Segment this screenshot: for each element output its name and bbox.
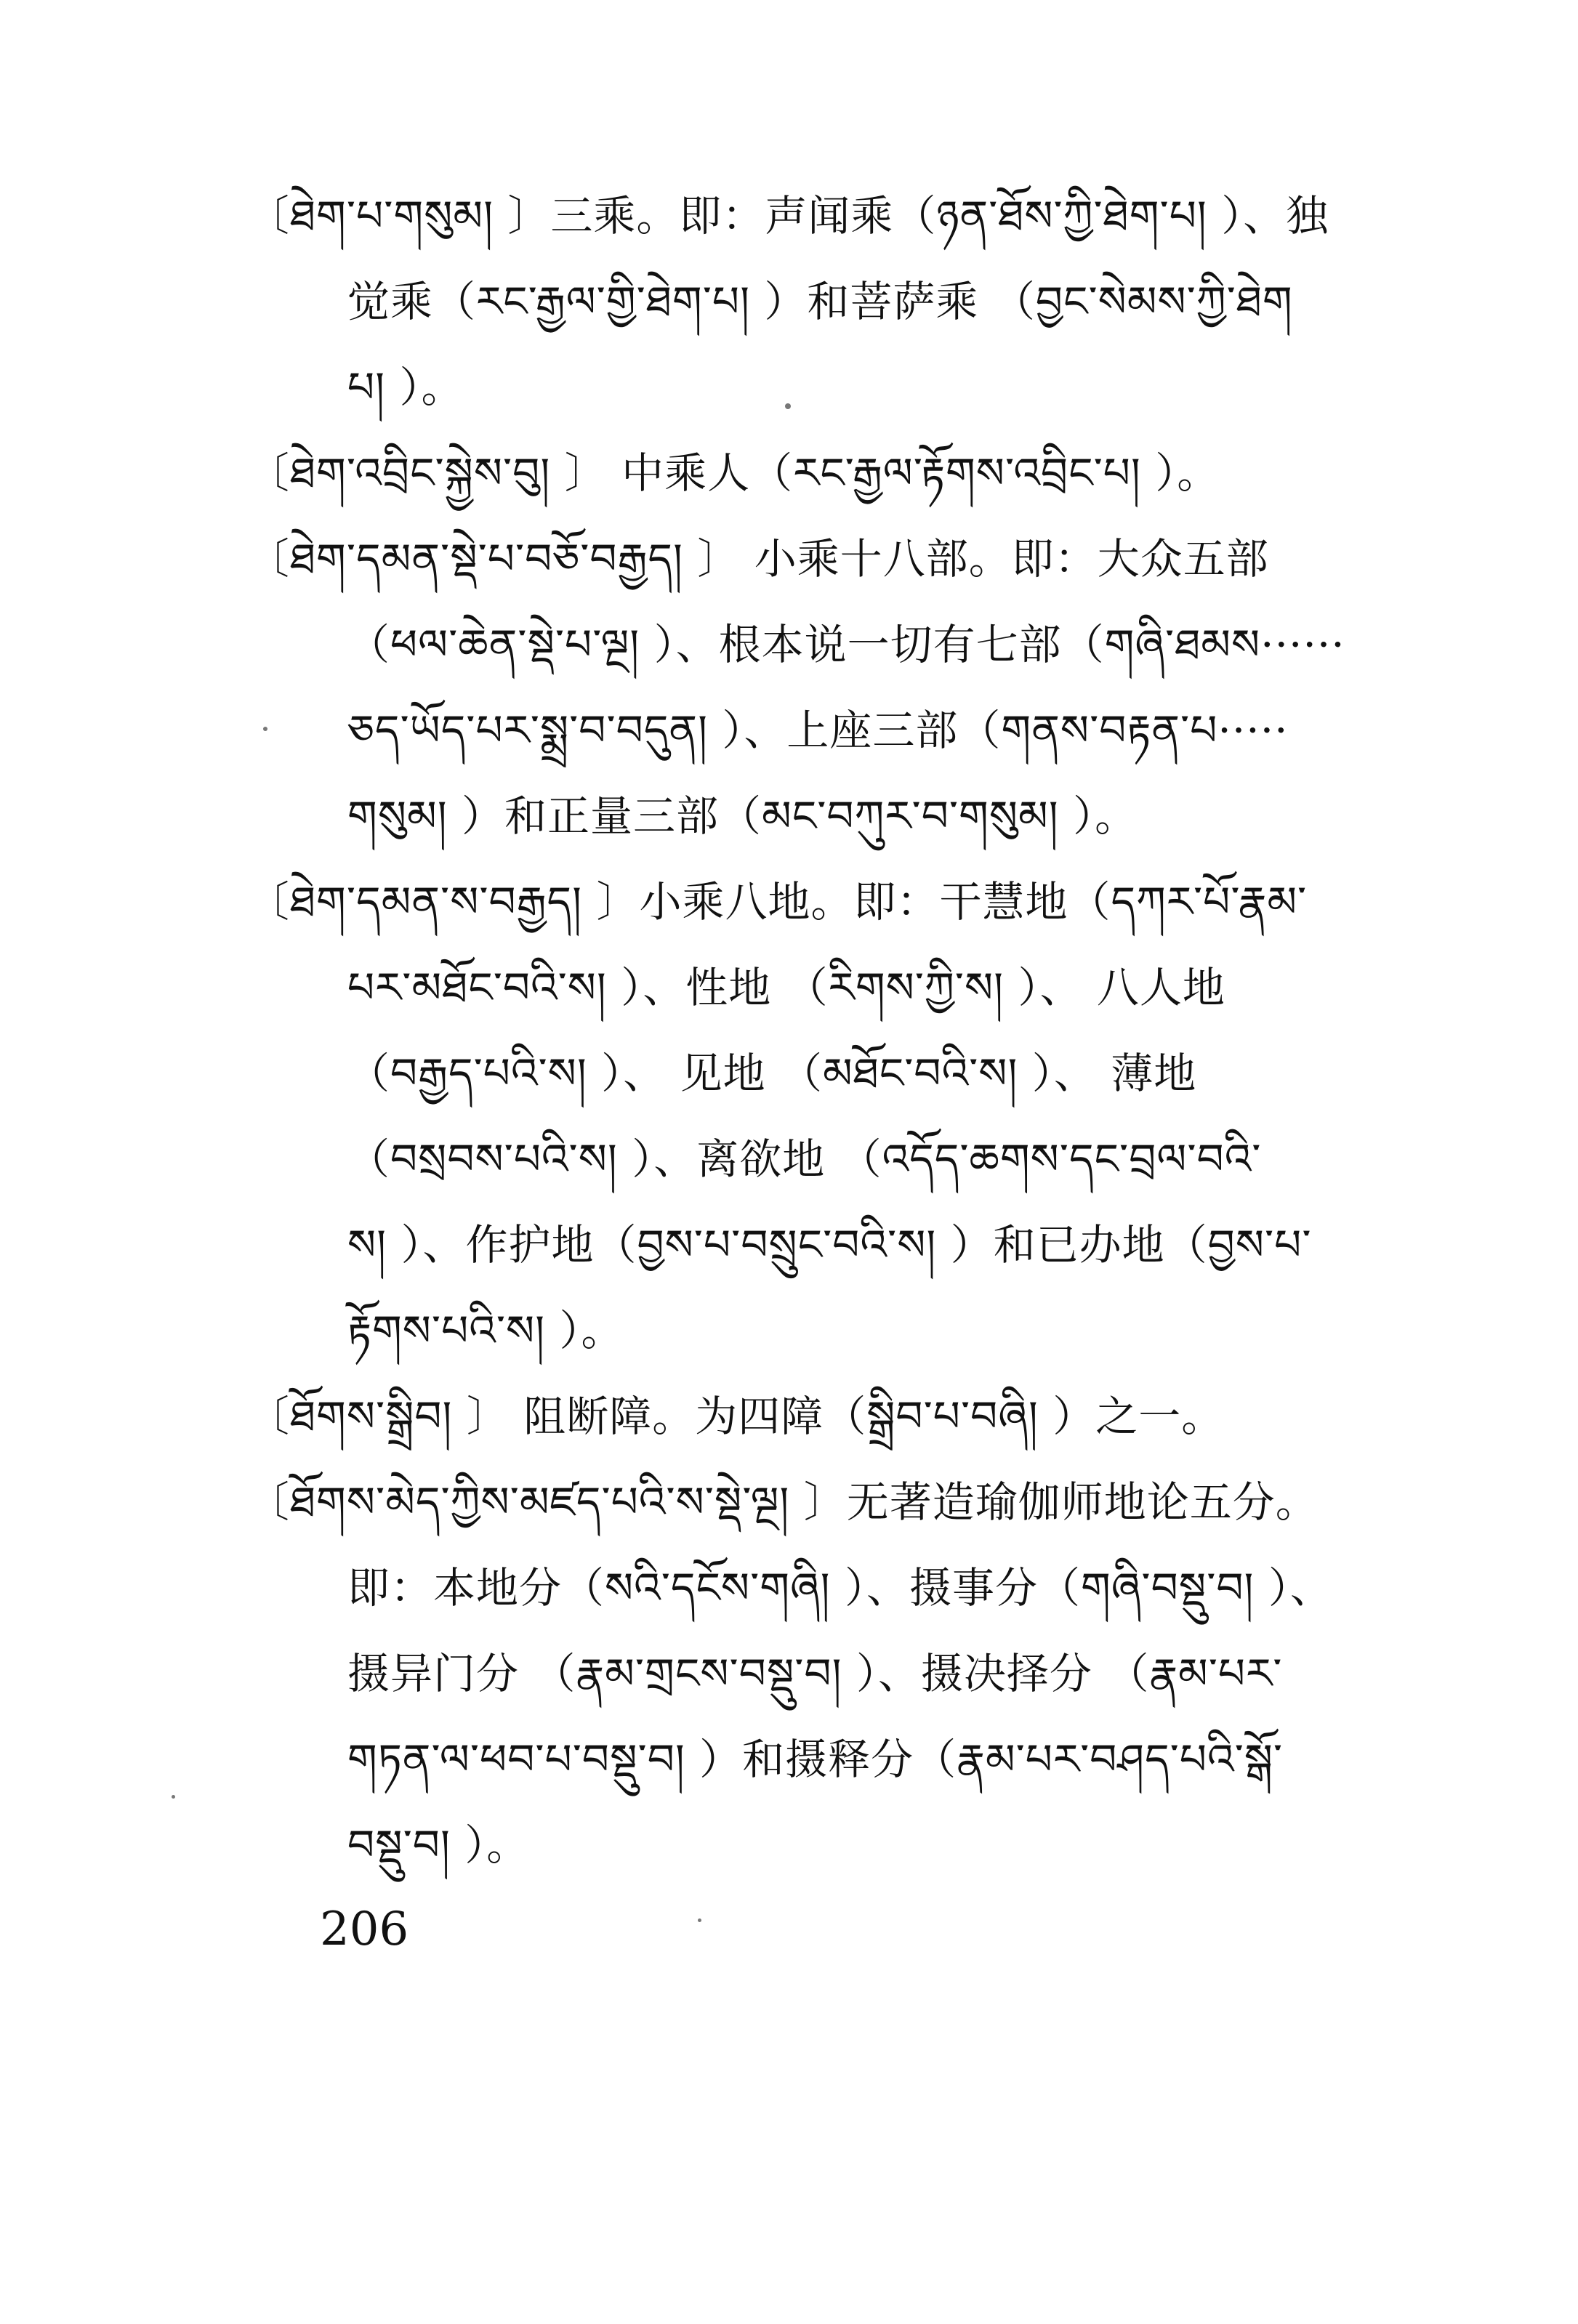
entry-6-line-3: 摄异门分 （རྣམ་གྲངས་བསྡུ་བ། ）、摄决择分 （རྣམ་པར་: [347, 1649, 1283, 1698]
scan-speck: [263, 727, 267, 731]
scan-speck: [698, 1918, 701, 1922]
entry-5-line-1: 〔ཐོགས་སྒྲིབ། 〕 阻断障。为四障（སྒྲིབ་པ་བཞི། ）之一。: [247, 1392, 1225, 1441]
entry-2-line-1: 〔ཐེག་འབྲིང་སྐྱེས་བུ། 〕 中乘人（རང་རྒྱལ་རྟོགས་འབྲིང་པ། ）。: [247, 448, 1220, 498]
page-number: 206: [320, 1903, 409, 1956]
entry-4-line-5: ས། ）、作护地（བྱས་པ་བསྲུང་བའི་ས། ）和已办地（བྱས་པ་: [347, 1220, 1312, 1270]
entry-1-line-3: པ། ）。: [347, 363, 464, 412]
entry-6-line-1: 〔ཐོགས་མེད་ཀྱིས་མཛད་པའི་ས་སྡེ་ལྔ། 〕无著造瑜伽师地论五分。: [247, 1477, 1319, 1527]
scan-speck: [785, 403, 791, 409]
entry-3-line-2: （ཕལ་ཆེན་སྡེ་པ་ལྔ། ）、根本说一切有七部（གཞི་ཐམས······: [347, 620, 1345, 669]
entry-3-line-1: 〔ཐེག་དམན་སྡེ་པ་བཅོ་བརྒྱད། 〕 小乘十八部。即：大众五部: [247, 534, 1269, 584]
scan-speck: [172, 1795, 175, 1799]
entry-6-line-4: གཏན་ལ་ཕབ་པ་བསྡུ་བ། ）和摄释分（རྣམ་པར་བཤད་པའི་སྒོ་: [347, 1735, 1284, 1784]
entry-6-line-2: 即：本地分（སའི་དངོས་གཞི། ）、摄事分（གཞི་བསྡུ་བ། ）、: [347, 1563, 1333, 1613]
entry-6-line-5: བསྡུ་བ། ）。: [347, 1820, 530, 1870]
entry-4-line-6: རྟོགས་པའི་ས། ）。: [347, 1306, 624, 1355]
entry-4-line-1: 〔ཐེག་དམན་ས་བརྒྱད། 〕小乘八地。即：干慧地（དཀར་པོ་རྣམ་: [247, 877, 1308, 927]
entry-1-line-1: 〔ཐེག་པ་གསུམ། 〕三乘。即：声闻乘（ཉན་ཐོས་ཀྱི་ཐེག་པ། ）、独: [247, 191, 1329, 241]
entry-3-line-3: ཅད་ཡོད་པར་སྨྲ་བ་བདུན། ）、上座三部（གནས་བརྟན་པ·····: [347, 706, 1289, 755]
entry-4-line-2: པར་མཐོང་བའི་ས། ）、性地 （རིགས་ཀྱི་ས། ）、 八人地: [347, 963, 1225, 1012]
entry-3-line-4: གསུམ། ）和正量三部（མང་བཀུར་བ་གསུམ། ）。: [347, 791, 1138, 841]
entry-4-line-4: （བསྲབས་པའི་ས། ）、离欲地 （འདོད་ཆགས་དང་བྲལ་བའི་: [347, 1134, 1262, 1184]
entry-1-line-2: 觉乘（རང་རྒྱལ་གྱི་ཐེག་པ། ）和菩萨乘 （བྱང་སེམས་ཀྱི་ཐེག: [347, 277, 1293, 326]
entry-4-line-3: （བརྒྱད་པའི་ས། ）、 见地 （མཐོང་བའི་ས། ）、 薄地: [347, 1049, 1197, 1098]
